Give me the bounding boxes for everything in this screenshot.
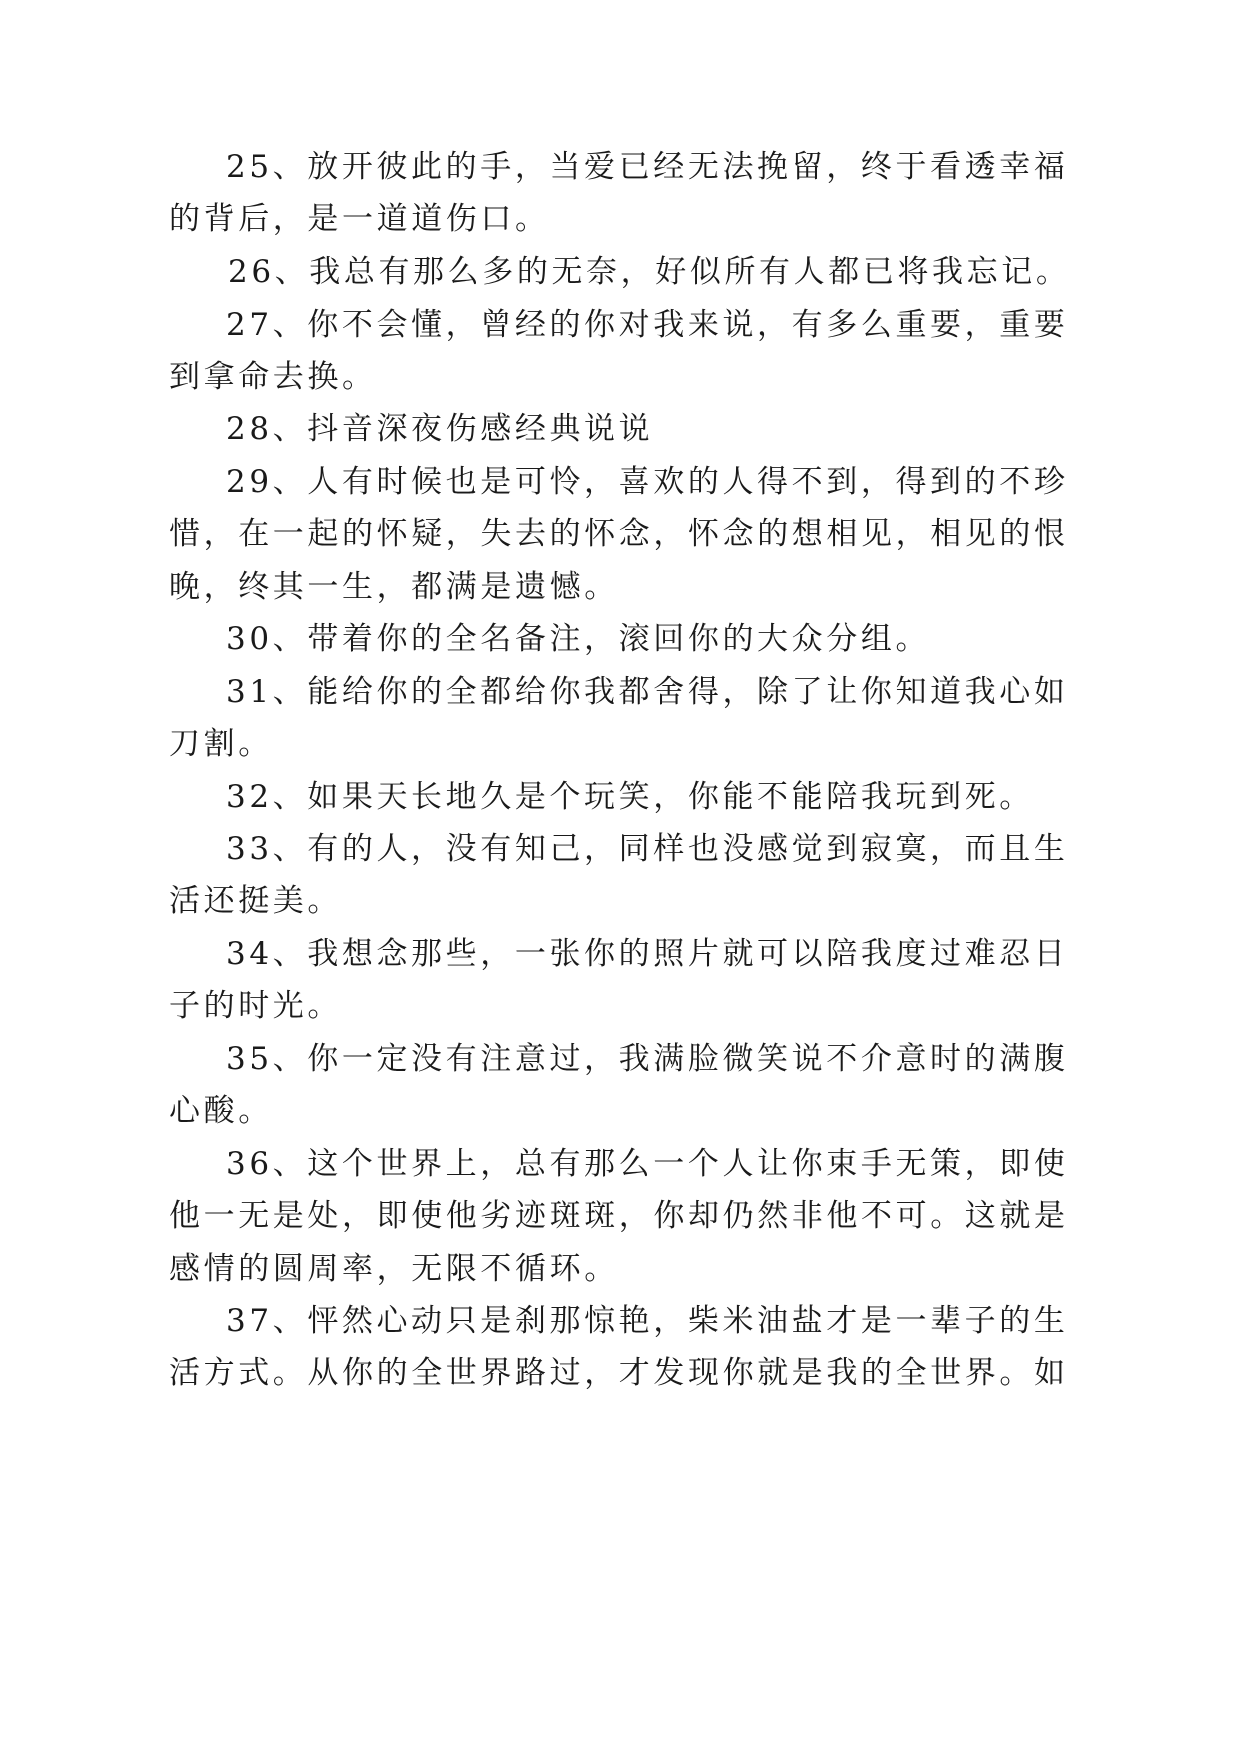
text-line: 32、如果天长地久是个玩笑，你能不能陪我玩到死。 xyxy=(226,779,1034,815)
text-line: 33、有的人，没有知己，同样也没感觉到寂寞，而且生 xyxy=(226,831,1069,867)
text-line: 晚，终其一生，都满是遗憾。 xyxy=(169,569,619,605)
text-line: 29、人有时候也是可怜，喜欢的人得不到，得到的不珍 xyxy=(226,464,1069,500)
text-line: 28、抖音深夜伤感经典说说 xyxy=(226,411,654,447)
text-line: 子的时光。 xyxy=(169,988,342,1024)
text-line: 活方式。从你的全世界路过，才发现你就是我的全世界。如 xyxy=(169,1355,1069,1391)
text-line: 31、能给你的全都给你我都舍得，除了让你知道我心如 xyxy=(226,674,1069,710)
text-line: 感情的圆周率，无限不循环。 xyxy=(169,1251,619,1287)
text-line: 35、你一定没有注意过，我满脸微笑说不介意时的满腹 xyxy=(226,1041,1069,1077)
text-line: 刀割。 xyxy=(169,726,273,762)
text-line: 活还挺美。 xyxy=(169,883,342,919)
text-line: 36、这个世界上，总有那么一个人让你束手无策，即使 xyxy=(226,1146,1069,1182)
text-line: 他一无是处，即使他劣迹斑斑，你却仍然非他不可。这就是 xyxy=(169,1198,1069,1234)
text-line: 26、我总有那么多的无奈，好似所有人都已将我忘记。 xyxy=(228,254,1071,290)
text-line: 的背后，是一道道伤口。 xyxy=(169,201,550,237)
text-line: 27、你不会懂，曾经的你对我来说，有多么重要，重要 xyxy=(226,307,1069,343)
text-line: 25、放开彼此的手，当爱已经无法挽留，终于看透幸福 xyxy=(226,149,1069,185)
text-line: 37、怦然心动只是刹那惊艳，柴米油盐才是一辈子的生 xyxy=(226,1303,1069,1339)
text-line: 34、我想念那些，一张你的照片就可以陪我度过难忍日 xyxy=(226,936,1069,972)
text-line: 30、带着你的全名备注，滚回你的大众分组。 xyxy=(226,621,931,657)
text-line: 到拿命去换。 xyxy=(169,359,377,395)
text-line: 惜，在一起的怀疑，失去的怀念，怀念的想相见，相见的恨 xyxy=(169,516,1069,552)
text-line: 心酸。 xyxy=(169,1093,273,1129)
